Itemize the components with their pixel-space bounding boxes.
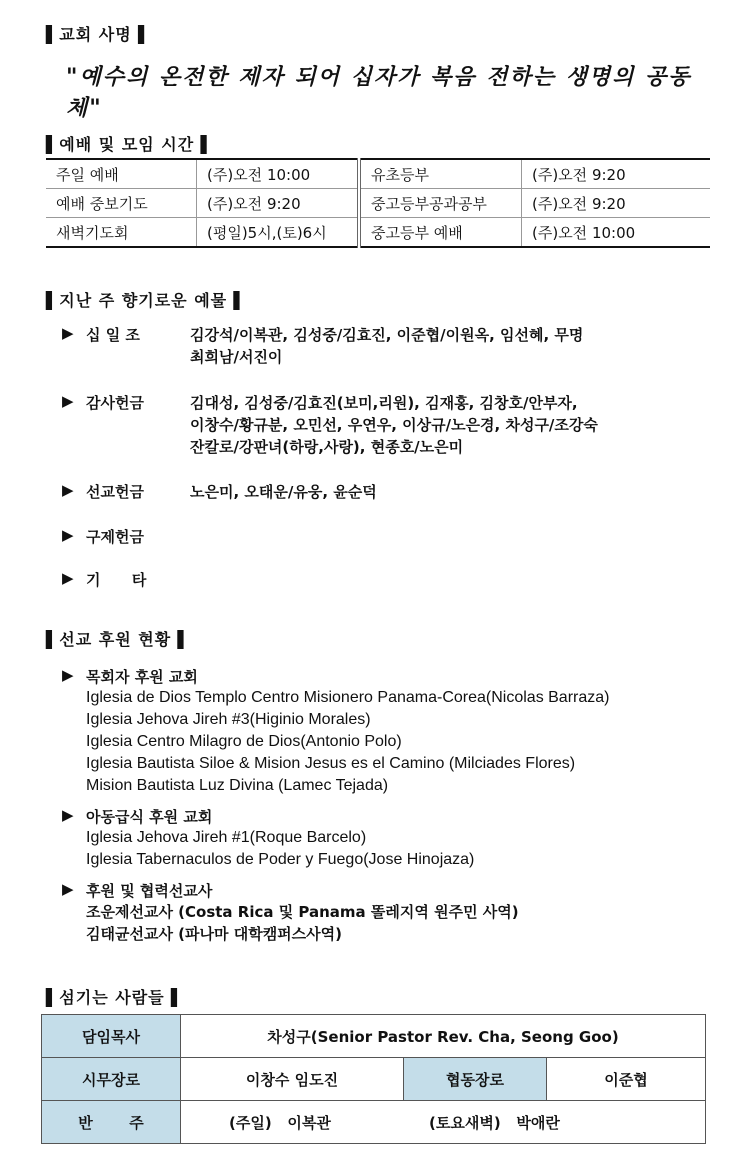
- offering-names-line: 김강석/이복관, 김성중/김효진, 이준협/이원옥, 임선혜, 무명: [190, 326, 584, 344]
- offering-label: 기 타: [86, 571, 147, 589]
- triangle-bullet-icon: ▶: [62, 880, 74, 898]
- elder-value: 이창수 임도진: [181, 1058, 404, 1101]
- schedule-cell: (주)오전 9:20: [522, 159, 711, 189]
- mission-church-line: Mision Bautista Luz Divina (Lamec Tejada): [86, 777, 389, 794]
- missions-section-title: ▌선교 후원 현황▐: [46, 630, 185, 649]
- triangle-bullet-icon: ▶: [62, 806, 74, 824]
- triangle-bullet-icon: ▶: [62, 481, 74, 499]
- servants-section-title: ▌섬기는 사람들▐: [46, 988, 178, 1007]
- accompanist-value: [181, 1101, 706, 1144]
- mission-church-line: Iglesia Jehova Jireh #3(Higinio Morales): [86, 711, 371, 728]
- table-row: [46, 218, 710, 248]
- coop-elder-value: 이준협: [547, 1058, 706, 1101]
- schedule-cell: (주)오전 10:00: [522, 218, 711, 248]
- schedule-cell: 중고등부공과공부: [359, 189, 522, 218]
- senior-pastor-value: 차성구(Senior Pastor Rev. Cha, Seong Goo): [181, 1015, 706, 1058]
- mission-church-line: Iglesia Tabernaculos de Poder y Fuego(Jose Hinojaza): [86, 851, 475, 868]
- schedule-cell: 새벽기도회: [46, 218, 197, 248]
- table-row: [42, 1058, 706, 1101]
- mission-church-line: Iglesia Centro Milagro de Dios(Antonio Polo): [86, 733, 402, 750]
- triangle-bullet-icon: ▶: [62, 526, 74, 544]
- offerings-section-title: ▌지난 주 향기로운 예물▐: [46, 291, 241, 310]
- offering-mission: [62, 481, 700, 503]
- table-row: [46, 159, 710, 189]
- offering-label: 선교헌금: [86, 483, 144, 501]
- schedule-cell: 유초등부: [359, 159, 522, 189]
- offering-names-line: 이창수/황규분, 오민선, 우연우, 이상규/노은경, 차성구/조강숙: [190, 416, 598, 434]
- schedule-cell: 예배 중보기도: [46, 189, 197, 218]
- schedule-cell: (주)오전 9:20: [197, 189, 360, 218]
- schedule-cell: 주일 예배: [46, 159, 197, 189]
- mission-church-line: Iglesia de Dios Templo Centro Misionero Panama-Corea(Nicolas Barraza): [86, 689, 610, 706]
- mission-group-missionaries: [62, 880, 519, 945]
- offering-label: 십 일 조: [86, 326, 140, 344]
- triangle-bullet-icon: ▶: [62, 666, 74, 684]
- offering-names-line: 최희남/서진이: [190, 348, 283, 366]
- accompanist-saturday: (토요새벽) 박애란: [429, 1113, 560, 1132]
- triangle-bullet-icon: ▶: [62, 392, 74, 410]
- table-row: [46, 189, 710, 218]
- mission-group-heading: 아동급식 후원 교회: [86, 808, 213, 826]
- schedule-table: [46, 158, 710, 248]
- missionary-line: 김태균선교사 (파나마 대학캠퍼스사역): [86, 925, 342, 943]
- accompanist-label: 반 주: [42, 1101, 181, 1144]
- mission-church-line: Iglesia Bautista Siloe & Mision Jesus es el Camino (Milciades Flores): [86, 755, 576, 772]
- elder-label: 시무장로: [42, 1058, 181, 1101]
- mission-group-heading: 목회자 후원 교회: [86, 668, 198, 686]
- senior-pastor-label: 담임목사: [42, 1015, 181, 1058]
- offering-relief: [62, 526, 190, 547]
- mission-statement: "예수의 온전한 제자 되어 십자가 복음 전하는 생명의 공동체": [66, 64, 692, 121]
- triangle-bullet-icon: ▶: [62, 324, 74, 342]
- offering-names-line: 김대성, 김성중/김효진(보미,리원), 김재홍, 김창호/안부자,: [190, 394, 578, 412]
- table-row: [42, 1015, 706, 1058]
- mission-group-heading: 후원 및 협력선교사: [86, 882, 213, 900]
- schedule-cell: (주)오전 9:20: [522, 189, 711, 218]
- offering-other: [62, 569, 190, 590]
- schedule-cell: (평일)5시,(토)6시: [197, 218, 360, 248]
- mission-church-line: Iglesia Jehova Jireh #1(Roque Barcelo): [86, 829, 367, 846]
- accompanist-sunday: (주일) 이복관: [229, 1113, 331, 1132]
- missionary-line: 조운제선교사 (Costa Rica 및 Panama 똘레지역 원주민 사역): [86, 903, 519, 921]
- schedule-section-title: ▌예배 및 모임 시간▐: [46, 135, 208, 154]
- offering-label: 감사헌금: [86, 394, 144, 412]
- table-row: [42, 1101, 706, 1144]
- mission-group-child-meals: [62, 806, 474, 871]
- mission-section-title: ▌교회 사명▐: [46, 25, 146, 44]
- schedule-cell: 중고등부 예배: [359, 218, 522, 248]
- offering-names-line: 노은미, 오태운/유웅, 윤순덕: [190, 483, 377, 501]
- offering-tithe: [62, 324, 700, 368]
- mission-group-pastor-support: [62, 666, 609, 797]
- offering-thanks: [62, 392, 700, 458]
- triangle-bullet-icon: ▶: [62, 569, 74, 587]
- schedule-cell: (주)오전 10:00: [197, 159, 360, 189]
- offering-names-line: 잔칼로/강판녀(하랑,사랑), 현종호/노은미: [190, 438, 464, 456]
- servants-table: [41, 1014, 706, 1144]
- offering-label: 구제헌금: [86, 528, 144, 546]
- coop-elder-label: 협동장로: [404, 1058, 547, 1101]
